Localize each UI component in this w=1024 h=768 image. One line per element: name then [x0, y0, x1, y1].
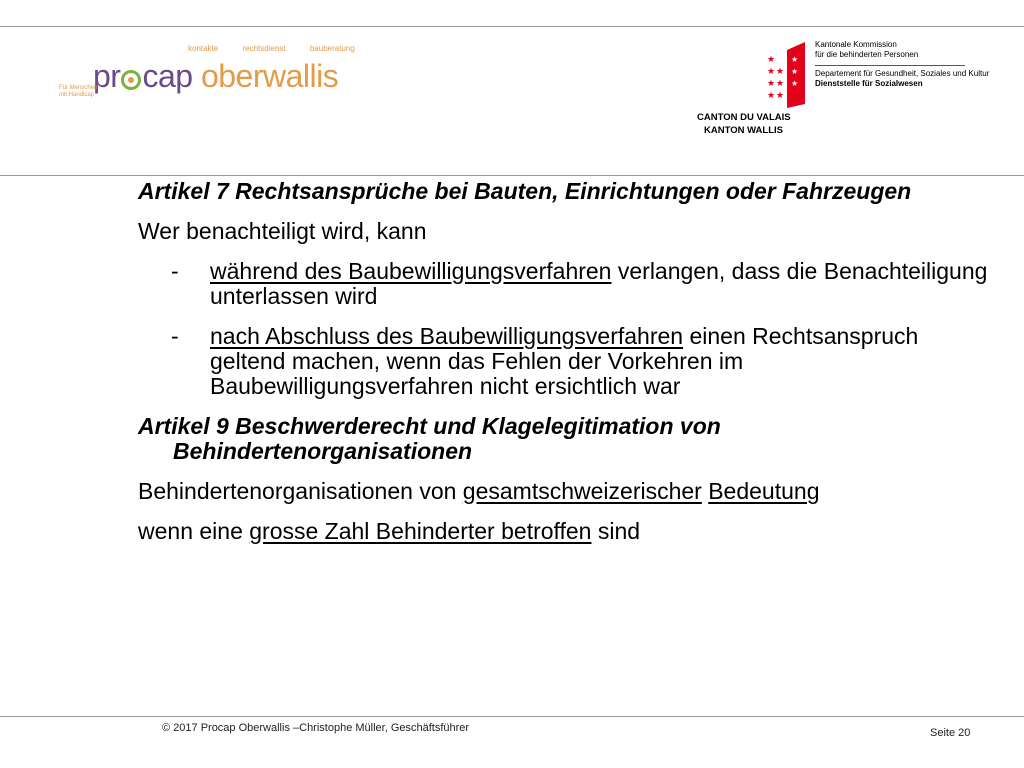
bullet-dash: -: [171, 258, 179, 284]
logo-o-icon: [121, 70, 141, 90]
svg-text:★: ★: [767, 91, 776, 101]
svg-text:★: ★: [776, 91, 785, 101]
canton-name: [697, 111, 817, 137]
header-rule: [0, 175, 1024, 176]
page-number: Seite 20: [930, 727, 971, 739]
grosse-zahl-underlined: grosse Zahl Behinderter betroffen: [249, 518, 592, 544]
logo-oberwallis: oberwallis: [200, 58, 339, 94]
organisationen-underlined-2: Bedeutung: [708, 478, 820, 504]
paragraph-benachteiligt: Wer benachteiligt wird, kann: [138, 218, 427, 244]
grosse-zahl-text: wenn eine: [138, 518, 250, 544]
canton-name-de: KANTON WALLIS: [704, 125, 783, 136]
slide-content: [138, 179, 998, 559]
canton-commission: [815, 40, 918, 60]
canton-line: Kantonale Kommission: [815, 40, 897, 49]
canton-department: Departement für Gesundheit, Soziales und Kultur: [815, 69, 990, 78]
svg-text:★: ★: [767, 79, 776, 89]
organisationen-text: Behindertenorganisationen von: [138, 478, 463, 504]
bullet-after: [138, 324, 998, 399]
svg-text:★: ★: [776, 67, 785, 77]
logo-tagline: Für Menschen mit Handicap: [59, 85, 98, 98]
procap-logo: [55, 40, 355, 115]
grosse-zahl-end: sind: [591, 518, 641, 544]
paragraph-organisationen: [138, 479, 998, 504]
article-7-heading: Artikel 7 Rechtsansprüche bei Bauten, Einrichtungen oder Fahrzeugen: [138, 178, 912, 204]
svg-text:★: ★: [776, 55, 785, 65]
organisationen-underlined-1: gesamtschweizerischer: [462, 478, 702, 504]
logo-wordmark: [93, 58, 338, 95]
canton-service: Dienststelle für Sozialwesen: [815, 79, 923, 88]
canton-name-fr: CANTON DU VALAIS: [697, 112, 791, 123]
valais-flag-icon: [765, 40, 805, 108]
bullet-during-underlined: während des Baubewilligungsverfahren: [210, 258, 612, 284]
svg-text:★: ★: [767, 67, 776, 77]
svg-text:★: ★: [791, 79, 799, 88]
svg-text:★: ★: [791, 67, 799, 76]
svg-text:★: ★: [776, 79, 785, 89]
logo-nav-item: rechtsdienst: [242, 44, 286, 53]
bullet-dash: -: [171, 323, 179, 349]
paragraph-grosse-zahl: [138, 519, 998, 544]
logo-nav-item: bauberatung: [309, 44, 355, 53]
canton-separator: [815, 65, 965, 66]
logo-nav: [188, 44, 377, 53]
article-9-heading: Artikel 9 Beschwerderecht und Klagelegitimation von Behindertenorganisationen: [138, 413, 721, 464]
bullet-after-underlined: nach Abschluss des Baubewilligungsverfahren: [210, 323, 684, 349]
top-rule: [0, 26, 1024, 27]
svg-text:★: ★: [791, 55, 799, 64]
bullet-after-rest: einen Rechtsanspruch geltend machen, wenn das Fehlen der Vorkehren im Baubewilligungsverfahren nicht ersichtlich war: [210, 323, 919, 399]
logo-nav-item: kontakte: [188, 44, 219, 53]
svg-text:★: ★: [767, 55, 776, 65]
bullet-during-rest: verlangen, dass die Benachteiligung unterlassen wird: [210, 258, 988, 309]
canton-line: für die behinderten Personen: [815, 50, 919, 59]
footer-copyright: © 2017 Procap Oberwallis –Christophe Müller, Geschäftsführer: [162, 722, 470, 734]
canton-logo: [697, 38, 1000, 148]
footer-rule: [0, 716, 1024, 717]
logo-pro: pr: [93, 58, 121, 94]
logo-cap: cap: [142, 58, 193, 94]
bullet-during: [138, 259, 998, 309]
